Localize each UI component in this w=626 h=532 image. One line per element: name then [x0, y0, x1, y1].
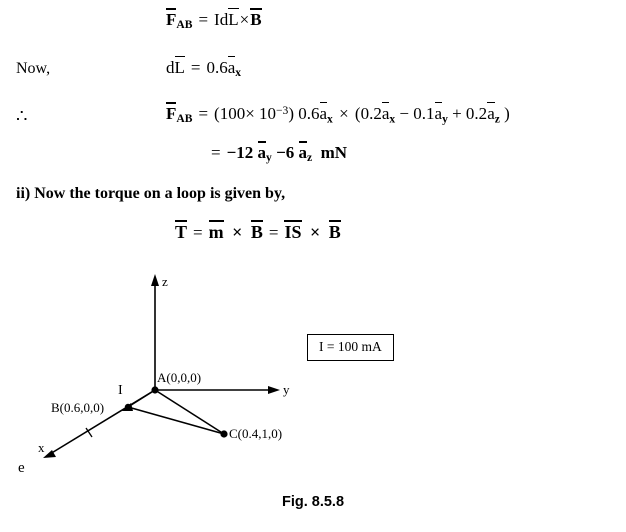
point-b-label: B(0.6,0,0)	[51, 400, 105, 415]
eq2-rhs: $0.6a_x$	[206, 58, 242, 80]
vertex-c-dot	[220, 430, 227, 437]
eq5-equals-2: =	[268, 223, 279, 242]
stray-letter-e: e	[18, 460, 25, 476]
current-label: I	[118, 383, 123, 398]
eq2-equals: =	[190, 58, 201, 77]
eq1-lhs: $F_{AB}$	[166, 10, 193, 32]
equation-line-2	[166, 58, 241, 79]
eq5-rhs: IS × B	[284, 222, 341, 242]
eq4-rhs: −12 $a_y -6$ $a_z$ mN	[226, 143, 348, 165]
point-a-label: A(0,0,0)	[157, 370, 202, 385]
vertex-a-dot	[151, 386, 158, 393]
equation-line-5	[175, 222, 341, 243]
eq3-rhs: $(100\times 10^{-3})$ $0.6a_x \times (0.2a_x - 0.1a_y + 0.2a_z$ )	[214, 104, 510, 126]
y-axis-label: y	[283, 382, 290, 397]
equation-line-2-lead: Now,	[16, 60, 51, 77]
equation-line-4	[205, 143, 347, 164]
vertex-b-dot	[125, 404, 131, 410]
segment-ab	[128, 390, 155, 407]
current-value-box: I = 100 mA	[307, 334, 394, 361]
torque-paragraph: ii) Now the torque on a loop is given by,	[16, 185, 286, 202]
equation-line-1	[166, 10, 262, 31]
z-axis-arrowhead	[151, 274, 159, 286]
equation-line-3-lead: ∴	[16, 106, 28, 126]
eq5-equals-1: =	[193, 223, 203, 242]
eq3-lhs: $F_{AB}$	[166, 104, 193, 126]
eq5-lhs: T	[175, 222, 188, 242]
eq5-mid: m × B	[208, 222, 263, 242]
z-axis-label: z	[162, 274, 168, 289]
figure-8-5-8	[0, 262, 626, 532]
eq4-equals: =	[211, 143, 221, 162]
figure-caption: Fig. 8.5.8	[281, 494, 345, 510]
y-axis-arrowhead	[268, 386, 280, 394]
eq3-equals: =	[198, 104, 209, 124]
eq1-equals: =	[198, 10, 209, 29]
eq2-lhs: dL	[166, 58, 185, 77]
point-c-label: C(0.4,1,0)	[229, 426, 283, 441]
coordinate-axes-diagram	[0, 262, 626, 532]
equation-line-3	[166, 104, 510, 125]
eq1-rhs: IdL×B	[214, 10, 262, 29]
segment-ca	[155, 390, 224, 434]
x-axis-label: x	[38, 440, 45, 455]
segment-bc	[128, 407, 224, 434]
